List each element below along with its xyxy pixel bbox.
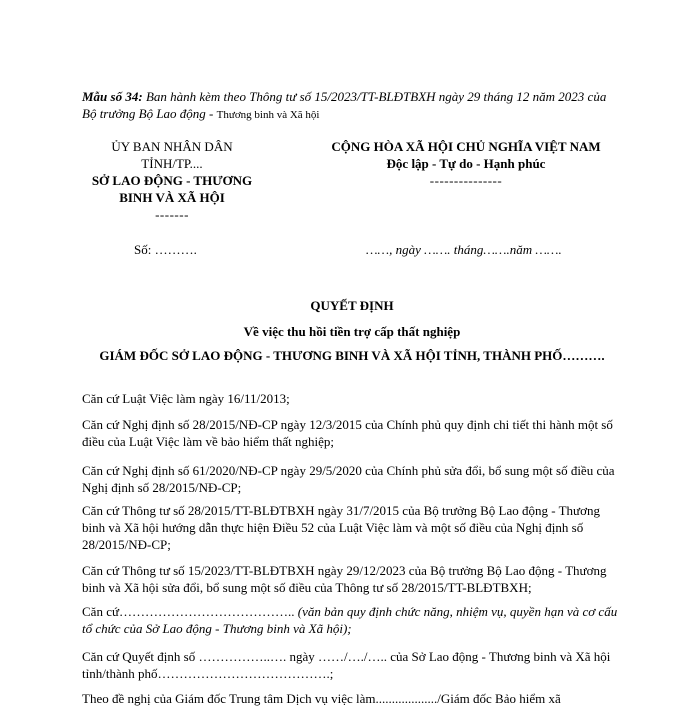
basis-paragraph-3: Căn cứ Nghị định số 61/2020/NĐ-CP ngày 29/5/2020 của Chính phủ sửa đổi, bổ sung một số điều của Nghị định số 28/2015/NĐ-CP; bbox=[82, 463, 615, 495]
document-page bbox=[82, 0, 622, 706]
basis-paragraph-2: Căn cứ Nghị định số 28/2015/NĐ-CP ngày 12/3/2015 của Chính phủ quy định chi tiết thi hành một số điều của Luật Việc làm về bảo hiểm thất nghiệp; bbox=[82, 417, 613, 449]
document-subtitle: Về việc thu hồi tiền trợ cấp thất nghiệp bbox=[243, 324, 461, 339]
national-header bbox=[280, 138, 652, 189]
national-motto: CỘNG HÒA XÃ HỘI CHỦ NGHĨA VIỆT NAM bbox=[331, 139, 601, 154]
issuer-block bbox=[82, 138, 262, 223]
document-date: ……, ngày ……. tháng…….năm ……. bbox=[366, 242, 562, 257]
issuer-rule: ------- bbox=[155, 207, 189, 222]
basis-paragraph-8: Theo đề nghị của Giám đốc Trung tâm Dịch vụ việc làm.................../Giám đốc Bảo hiểm xã bbox=[82, 691, 561, 706]
issuer-line-1: ỦY BAN NHÂN DÂN bbox=[111, 139, 233, 154]
basis-paragraph-1: Căn cứ Luật Việc làm ngày 16/11/2013; bbox=[82, 391, 290, 406]
basis-paragraph-4: Căn cứ Thông tư số 28/2015/TT-BLĐTBXH ngày 31/7/2015 của Bộ trưởng Bộ Lao động - Thương binh và Xã hội hướng dẫn thực hiện Điều 52 của Luật Việc làm và một số điều của Nghị định số 28/2015/NĐ-CP; bbox=[82, 503, 600, 552]
form-caption bbox=[82, 88, 622, 124]
form-caption-tail: Thương binh và Xã hội bbox=[216, 109, 320, 121]
document-number: Số: ………. bbox=[134, 242, 197, 257]
basis-paragraph-6-note: (văn bản quy định chức năng, nhiệm vụ, quyền hạn và cơ cấu tổ chức của Sở Lao động - Thương binh và Xã hội); bbox=[82, 604, 618, 636]
form-number: Mẫu số 34: bbox=[82, 89, 143, 104]
basis-paragraph-5: Căn cứ Thông tư số 15/2023/TT-BLĐTBXH ngày 29/12/2023 của Bộ trưởng Bộ Lao động - Thương binh và Xã hội sửa đổi, bổ sung một số điều của Thông tư số 28/2015/TT-BLĐTBXH; bbox=[82, 563, 607, 595]
national-slogan: Độc lập - Tự do - Hạnh phúc bbox=[386, 156, 546, 171]
document-title: QUYẾT ĐỊNH bbox=[310, 298, 394, 313]
issuing-authority: GIÁM ĐỐC SỞ LAO ĐỘNG - THƯƠNG BINH VÀ XÃ HỘI TỈNH, THÀNH PHỐ………. bbox=[99, 348, 605, 363]
form-caption-body: Ban hành kèm theo Thông tư số 15/2023/TT-BLĐTBXH ngày 29 tháng 12 năm 2023 của Bộ trưởng Bộ Lao động - bbox=[82, 89, 607, 121]
issuer-line-2: TỈNH/TP.... bbox=[141, 156, 203, 171]
issuer-department: SỞ LAO ĐỘNG - THƯƠNG BINH VÀ XÃ HỘI bbox=[91, 173, 253, 205]
basis-paragraph-7: Căn cứ Quyết định số ……………..…. ngày ……/…./….. của Sở Lao động - Thương binh và Xã hội tỉnh/thành phố………………………………….; bbox=[82, 649, 611, 681]
basis-paragraph-6 bbox=[82, 603, 622, 637]
national-rule: --------------- bbox=[429, 173, 503, 188]
basis-paragraph-6-lead: Căn cứ………………………………….. bbox=[82, 604, 298, 619]
